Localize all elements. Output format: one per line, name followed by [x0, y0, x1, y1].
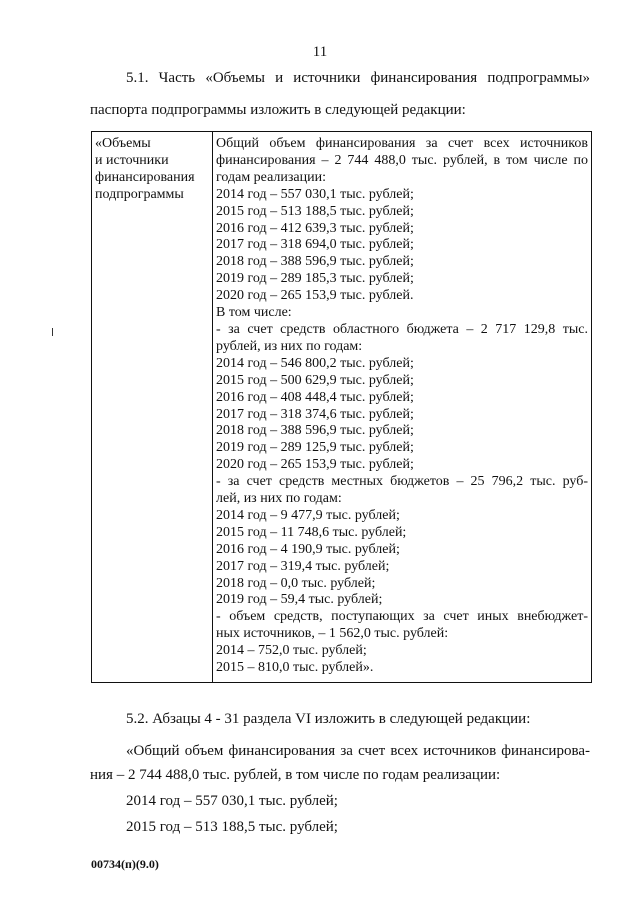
content-line: 2014 год – 9 477,9 тыс. рублей;	[216, 507, 400, 523]
content-line: 2014 год – 557 030,1 тыс. рублей;	[216, 186, 414, 202]
content-line: 2017 год – 318 374,6 тыс. рублей;	[216, 406, 414, 422]
section-5-2-year-2014: 2014 год – 557 030,1 тыс. рублей;	[126, 793, 338, 809]
margin-mark	[52, 328, 53, 336]
section-5-2-year-2015: 2015 год – 513 188,5 тыс. рублей;	[126, 819, 338, 835]
content-line: Общий объем финансирования за счет всех источников	[216, 136, 588, 151]
label-line: и источники	[95, 152, 169, 168]
section-5-1-line2: паспорта подпрограммы изложить в следующей редакции:	[90, 102, 466, 118]
content-line: - объем средств, поступающих за счет иных внебюджет-	[216, 609, 588, 625]
content-line: финансирования – 2 744 488,0 тыс. рублей, в том числе по	[216, 152, 588, 168]
table-row	[92, 132, 592, 683]
content-line: 2019 год – 59,4 тыс. рублей;	[216, 592, 383, 608]
content-line: - за счет средств областного бюджета – 2 717 129,8 тыс.	[216, 321, 588, 337]
content-line: 2020 год – 265 153,9 тыс. рублей;	[216, 457, 414, 473]
page-number: 11	[312, 44, 328, 60]
content-line: 2016 год – 4 190,9 тыс. рублей;	[216, 541, 400, 557]
label-line: «Объемы	[95, 136, 151, 151]
content-line: 2015 год – 513 188,5 тыс. рублей;	[216, 203, 414, 219]
document-code: 00734(п)(9.0)	[91, 857, 159, 871]
content-line: 2014 – 752,0 тыс. рублей;	[216, 643, 367, 659]
content-line: 2018 год – 0,0 тыс. рублей;	[216, 575, 376, 591]
content-line: рублей, из них по годам:	[216, 338, 363, 354]
label-line: финансирования	[95, 169, 195, 185]
section-5-1-line1: 5.1. Часть «Объемы и источники финансирования подпрограммы»	[126, 70, 590, 86]
label-line: подпрограммы	[95, 186, 184, 202]
content-line: лей, из них по годам:	[216, 491, 342, 507]
content-line: 2016 год – 408 448,4 тыс. рублей;	[216, 389, 414, 405]
content-line: - за счет средств местных бюджетов – 25 796,2 тыс. руб-	[216, 474, 588, 490]
content-line: 2015 год – 500 629,9 тыс. рублей;	[216, 372, 414, 388]
content-line: 2015 год – 11 748,6 тыс. рублей;	[216, 524, 407, 540]
content-line: 2018 год – 388 596,9 тыс. рублей;	[216, 423, 414, 439]
section-5-2-paragraph-line1: «Общий объем финансирования за счет всех источников финансирова-	[126, 743, 590, 759]
content-line: 2014 год – 546 800,2 тыс. рублей;	[216, 355, 414, 371]
table-label-cell	[92, 132, 213, 683]
content-line: В том числе:	[216, 305, 292, 321]
table-content-cell	[213, 132, 592, 683]
content-line: годам реализации:	[216, 169, 326, 185]
content-line: ных источников, – 1 562,0 тыс. рублей:	[216, 626, 449, 642]
section-5-2-heading: 5.2. Абзацы 4 - 31 раздела VI изложить в следующей редакции:	[126, 711, 531, 727]
content-line: 2015 – 810,0 тыс. рублей».	[216, 660, 374, 676]
content-line: 2018 год – 388 596,9 тыс. рублей;	[216, 254, 414, 270]
passport-table	[91, 131, 592, 683]
section-5-2-paragraph-line2: ния – 2 744 488,0 тыс. рублей, в том числе по годам реализации:	[90, 767, 501, 783]
content-line: 2016 год – 412 639,3 тыс. рублей;	[216, 220, 414, 236]
content-line: 2017 год – 319,4 тыс. рублей;	[216, 558, 390, 574]
content-line: 2017 год – 318 694,0 тыс. рублей;	[216, 237, 414, 253]
content-line: 2019 год – 289 125,9 тыс. рублей;	[216, 440, 414, 456]
content-line: 2020 год – 265 153,9 тыс. рублей.	[216, 288, 414, 304]
content-line: 2019 год – 289 185,3 тыс. рублей;	[216, 271, 414, 287]
